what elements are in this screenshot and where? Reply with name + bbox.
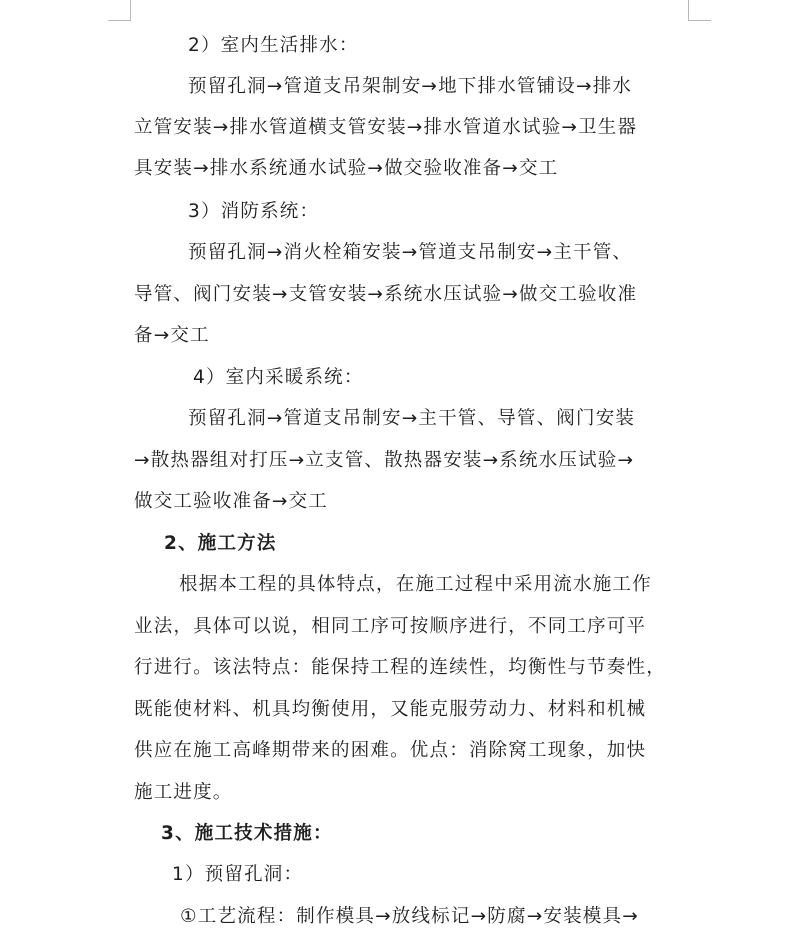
paragraph-line: 预留孔洞→消火栓箱安装→管道支吊制安→主干管、: [188, 242, 633, 263]
paragraph-line: ①工艺流程：制作模具→放线标记→防腐→安装模具→: [180, 906, 639, 927]
paragraph-line: 立管安装→排水管道横支管安装→排水管道水试验→卫生器: [134, 117, 638, 138]
paragraph-line: 既能使材料、机具均衡使用，又能克服劳动力、材料和机械: [134, 699, 647, 720]
subsection-title-reserved-holes: 1）预留孔洞：: [172, 864, 304, 885]
paragraph-line: 导管、阀门安装→支管安装→系统水压试验→做交工验收准: [134, 284, 638, 305]
paragraph-line: 备→交工: [134, 325, 210, 346]
paragraph-line: →散热器组对打压→立支管、散热器安装→系统水压试验→: [134, 450, 635, 471]
subsection-title-fire: 3）消防系统：: [188, 201, 320, 222]
paragraph-line: 业法，具体可以说，相同工序可按顺序进行，不同工序可平: [134, 616, 647, 637]
section-heading-method: 2、施工方法: [164, 533, 277, 554]
section-heading-technical-measures: 3、施工技术措施：: [161, 823, 333, 844]
top-right-crop-mark: [688, 0, 711, 21]
paragraph-line: 预留孔洞→管道支吊架制安→地下排水管铺设→排水: [188, 76, 633, 97]
top-left-crop-mark: [108, 0, 131, 21]
paragraph-line: 预留孔洞→管道支吊制安→主干管、导管、阀门安装: [188, 408, 636, 429]
paragraph-line: 具安装→排水系统通水试验→做交验收准备→交工: [134, 158, 559, 179]
subsection-title-drainage: 2）室内生活排水：: [188, 35, 359, 56]
paragraph-line: 施工进度。: [134, 782, 233, 803]
subsection-title-heating: 4）室内采暖系统：: [193, 367, 364, 388]
paragraph-line: 做交工验收准备→交工: [134, 491, 329, 512]
paragraph-line: 供应在施工高峰期带来的困难。优点：消除窝工现象，加快: [134, 740, 647, 761]
paragraph-line: 根据本工程的具体特点，在施工过程中采用流水施工作: [179, 574, 652, 595]
paragraph-line: 行进行。该法特点：能保持工程的连续性，均衡性与节奏性，: [134, 657, 666, 678]
